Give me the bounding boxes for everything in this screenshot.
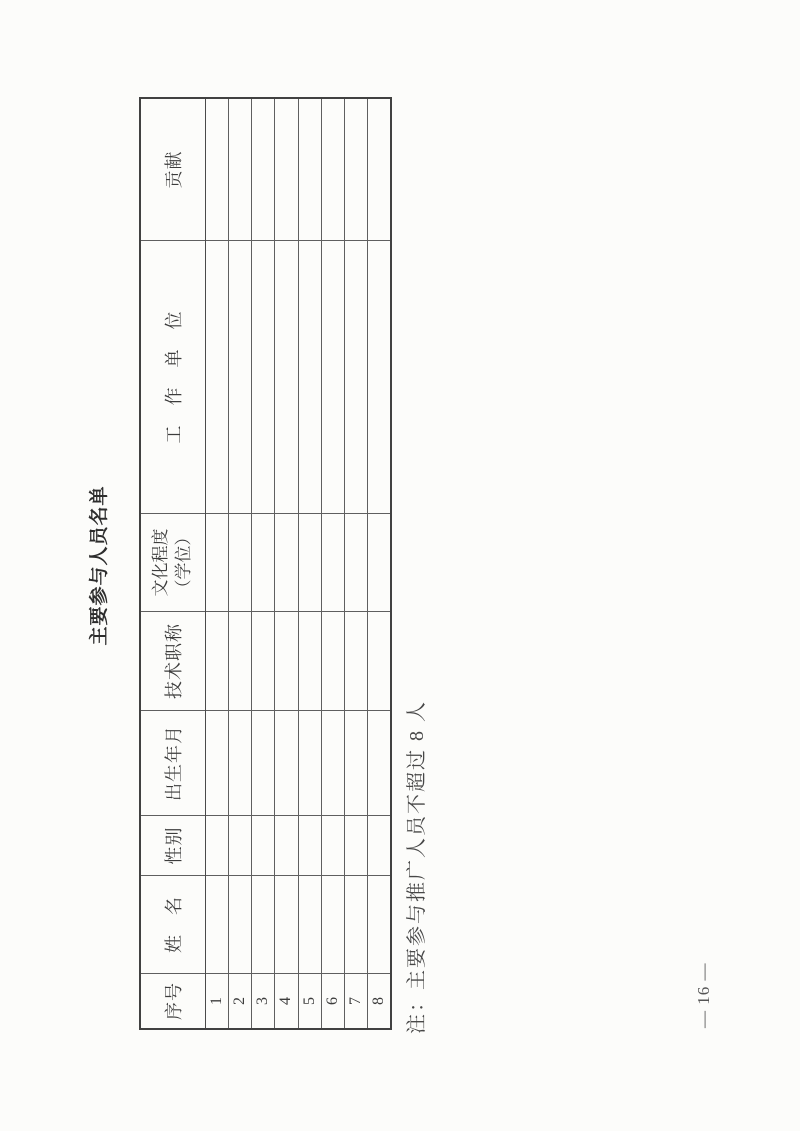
header-education-line1: 文化程度 xyxy=(151,528,171,597)
table-cell xyxy=(229,710,251,815)
table-cell xyxy=(345,240,367,513)
table-cell xyxy=(206,513,228,611)
table-row xyxy=(275,99,298,1028)
header-cell-contribution: 贡献 xyxy=(164,150,184,189)
table-row xyxy=(322,99,345,1028)
table-cell xyxy=(275,611,297,710)
table-cell xyxy=(229,99,251,240)
participants-table xyxy=(139,97,392,1030)
table-cell xyxy=(345,99,367,240)
table-cell xyxy=(345,710,367,815)
table-cell xyxy=(252,875,274,973)
table-cell xyxy=(368,99,390,240)
table-cell xyxy=(299,815,321,875)
table-cell xyxy=(299,99,321,240)
table-cell xyxy=(322,875,344,973)
table-row xyxy=(299,99,322,1028)
table-row xyxy=(345,99,368,1028)
table-cell xyxy=(299,240,321,513)
table-cell xyxy=(206,611,228,710)
table-cell xyxy=(322,99,344,240)
table-cell xyxy=(275,240,297,513)
table-cell xyxy=(229,513,251,611)
table-cell xyxy=(229,875,251,973)
header-cell-work-unit: 工 作 单 位 xyxy=(141,240,205,513)
header-cell-gender: 性别 xyxy=(141,815,205,875)
table-cell xyxy=(368,875,390,973)
table-cell xyxy=(345,815,367,875)
table-cell xyxy=(252,611,274,710)
table-cell xyxy=(252,240,274,513)
table-cell xyxy=(275,815,297,875)
footnote: 注：主要参与推广人员不超过 8 人 xyxy=(406,700,428,1034)
table-row xyxy=(206,99,229,1028)
table-cell xyxy=(345,875,367,973)
row-number: 7 xyxy=(345,973,367,1028)
table-cell xyxy=(206,710,228,815)
page-title: 主要参与人员名单 xyxy=(89,485,110,646)
table-header-row xyxy=(141,99,206,1028)
row-number: 3 xyxy=(252,973,274,1028)
table-row xyxy=(229,99,252,1028)
table-cell xyxy=(368,710,390,815)
table-cell xyxy=(322,240,344,513)
row-number: 5 xyxy=(299,973,321,1028)
table-cell xyxy=(275,875,297,973)
row-number: 6 xyxy=(322,973,344,1028)
table-cell xyxy=(252,815,274,875)
table-cell xyxy=(322,815,344,875)
table-cell xyxy=(322,513,344,611)
table-cell xyxy=(299,875,321,973)
table-cell xyxy=(252,710,274,815)
table-cell xyxy=(368,815,390,875)
table-cell xyxy=(252,99,274,240)
table-cell xyxy=(345,513,367,611)
row-number: 1 xyxy=(206,973,228,1028)
table-cell xyxy=(345,611,367,710)
table-cell xyxy=(206,875,228,973)
table-cell xyxy=(368,240,390,513)
table-cell xyxy=(229,815,251,875)
row-number: 4 xyxy=(275,973,297,1028)
table-cell xyxy=(299,710,321,815)
table-cell xyxy=(322,710,344,815)
table-cell xyxy=(206,240,228,513)
table-row xyxy=(368,99,390,1028)
table-cell xyxy=(206,99,228,240)
table-cell xyxy=(229,240,251,513)
table-cell xyxy=(322,611,344,710)
header-education-line2: （学位） xyxy=(174,528,193,597)
table-cell xyxy=(299,611,321,710)
header-cell-seq: 序号 xyxy=(141,973,205,1028)
table-cell xyxy=(275,99,297,240)
header-cell-birthdate: 出生年月 xyxy=(141,710,205,815)
table-cell xyxy=(275,513,297,611)
table-cell xyxy=(275,710,297,815)
row-number: 8 xyxy=(368,973,390,1028)
table-cell xyxy=(368,513,390,611)
table-row xyxy=(252,99,275,1028)
table-cell xyxy=(252,513,274,611)
header-cell-technical-title: 技术职称 xyxy=(141,611,205,710)
header-cell-education xyxy=(141,513,205,611)
table-cell xyxy=(229,611,251,710)
table-cell xyxy=(206,815,228,875)
page-number: — 16 — xyxy=(694,962,713,1028)
table-cell xyxy=(368,611,390,710)
row-number: 2 xyxy=(229,973,251,1028)
header-cell-name: 姓 名 xyxy=(141,875,205,973)
table-cell xyxy=(299,513,321,611)
